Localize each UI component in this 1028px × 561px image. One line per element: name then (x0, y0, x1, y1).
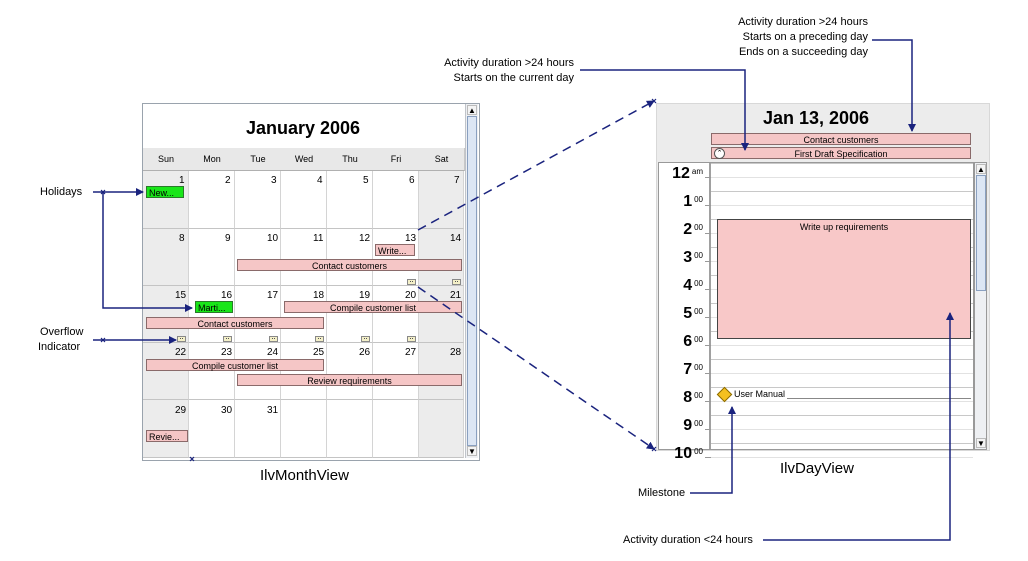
hour-number: 7 (683, 361, 693, 378)
cross-marks (101, 99, 656, 461)
annotation-starts-current-1: Activity duration >24 hours (444, 57, 574, 69)
activity-label: Write up requirements (799, 222, 889, 232)
day-number: 6 (409, 175, 415, 186)
scroll-up-icon[interactable]: ▲ (468, 106, 476, 115)
day-number: 10 (267, 233, 279, 244)
day-number: 13 (405, 233, 417, 244)
allday-event[interactable]: Contact customers (711, 133, 971, 145)
annotation-overflow-1: Overflow (40, 326, 84, 338)
hour-suffix: am (691, 167, 703, 176)
hour-number: 6 (683, 333, 693, 350)
day-number: 19 (359, 290, 371, 301)
weekday-header-sun: Sun (143, 148, 190, 171)
month-title: January 2006 (245, 118, 361, 138)
month-view-caption: IlvMonthView (260, 467, 349, 484)
calendar-event[interactable]: Write... (375, 244, 415, 256)
day-number: 23 (221, 347, 233, 358)
day-number: 27 (405, 347, 417, 358)
day-number: 1 (179, 175, 185, 186)
annotation-preceding-2: Starts on a preceding day (742, 31, 868, 43)
weekday-header-tue: Tue (235, 148, 282, 171)
day-number: 4 (317, 175, 323, 186)
day-number: 8 (179, 233, 185, 244)
day-number: 9 (225, 233, 231, 244)
short-activity-arrow (763, 313, 950, 540)
hour-suffix: 00 (694, 419, 703, 428)
scroll-up-icon[interactable]: ▲ (977, 165, 985, 174)
day-number: 22 (175, 347, 187, 358)
day-number: 30 (221, 405, 233, 416)
hour-suffix: 00 (694, 363, 703, 372)
holidays-arrow-2 (103, 192, 192, 308)
hour-suffix: 00 (694, 195, 703, 204)
weekday-header-mon: Mon (189, 148, 236, 171)
preceding-day-arrow (872, 40, 912, 131)
hour-suffix: 00 (694, 391, 703, 400)
weekday-header-wed: Wed (281, 148, 328, 171)
day-number: 15 (175, 290, 187, 301)
day-number: 29 (175, 405, 187, 416)
day-number: 24 (267, 347, 279, 358)
calendar-event[interactable]: Contact customers (146, 317, 324, 329)
annotation-overflow-2: Indicator (38, 341, 81, 353)
collapse-icon[interactable]: ⌃ (714, 148, 725, 159)
hour-suffix: 00 (694, 251, 703, 260)
weekday-header-thu: Thu (327, 148, 374, 171)
hour-suffix: 00 (694, 223, 703, 232)
hour-suffix: 00 (694, 335, 703, 344)
hour-number: 12 (672, 165, 690, 182)
zoom-line-bottom (418, 287, 654, 449)
calendar-event[interactable]: Review requirements (237, 374, 462, 386)
hour-number: 10 (674, 445, 693, 462)
hour-number: 8 (683, 389, 693, 406)
day-number: 20 (405, 290, 417, 301)
hour-suffix: 00 (694, 307, 703, 316)
day-number: 18 (313, 290, 325, 301)
calendar-event[interactable]: Compile customer list (284, 301, 462, 313)
scroll-down-icon[interactable]: ▼ (977, 439, 985, 448)
hour-number: 5 (683, 305, 693, 322)
annotation-starts-current-2: Starts on the current day (453, 72, 574, 84)
day-view-caption: IlvDayView (780, 460, 854, 477)
day-number: 21 (450, 290, 462, 301)
day-number: 3 (271, 175, 277, 186)
weekday-header-sat: Sat (419, 148, 465, 171)
day-number: 25 (313, 347, 325, 358)
day-number: 11 (313, 233, 324, 244)
day-number: 31 (267, 405, 279, 416)
milestone-arrow (690, 407, 732, 493)
day-number: 2 (225, 175, 231, 186)
scroll-down-icon[interactable]: ▼ (468, 447, 476, 456)
annotation-preceding-3: Ends on a succeeding day (738, 46, 868, 58)
day-number: 12 (359, 233, 371, 244)
day-number: 28 (450, 347, 462, 358)
milestone-label[interactable]: User Manual (734, 389, 786, 399)
hour-number: 3 (683, 249, 693, 266)
annotation-short-activity: Activity duration <24 hours (623, 534, 753, 546)
hour-suffix: 00 (694, 279, 703, 288)
day-title: Jan 13, 2006 (762, 108, 870, 128)
hour-suffix: 00 (694, 447, 703, 456)
calendar-event[interactable]: Compile customer list (146, 359, 324, 371)
weekday-header-fri: Fri (373, 148, 420, 171)
day-number: 26 (359, 347, 371, 358)
day-number: 5 (363, 175, 369, 186)
hour-number: 1 (683, 193, 693, 210)
current-day-arrow (580, 70, 745, 150)
holiday-event[interactable]: New... (146, 186, 184, 198)
annotation-milestone: Milestone (638, 487, 686, 499)
allday-event[interactable]: First Draft Specification (711, 147, 971, 159)
day-number: 14 (450, 233, 462, 244)
day-number: 7 (454, 175, 460, 186)
day-number: 16 (221, 290, 233, 301)
day-number: 17 (267, 290, 279, 301)
hour-number: 9 (683, 417, 693, 434)
calendar-event[interactable]: Contact customers (237, 259, 462, 271)
holiday-event[interactable]: Marti... (195, 301, 233, 313)
hour-number: 2 (683, 221, 693, 238)
calendar-event[interactable]: Revie... (146, 430, 188, 442)
annotation-holidays: Holidays (40, 186, 83, 198)
annotation-preceding-1: Activity duration >24 hours (738, 16, 868, 28)
hour-number: 4 (683, 277, 693, 294)
zoom-line-top (418, 101, 654, 230)
